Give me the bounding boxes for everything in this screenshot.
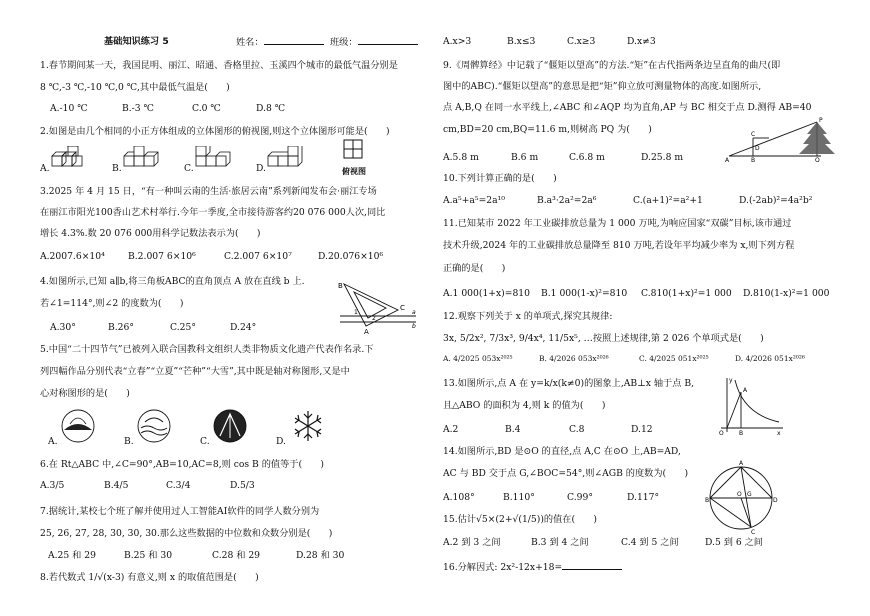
q11-option-a[interactable]: A.1 000(1+x)=810 (443, 288, 530, 299)
q4-line-1: 4.如图所示,已知 a∥b,将三角板ABC的直角顶点 A 放在直线 b 上. (40, 276, 305, 287)
q9-line-3: 点 A,B,Q 在同一水平线上,∠ABC 和∠AQP 均为直角,AP 与 BC 相交于点 D.测得 AB=40 (443, 102, 812, 113)
q3-option-b[interactable]: B.2.007 6×10⁶ (128, 251, 196, 262)
q13-option-d[interactable]: D.12 (631, 424, 653, 435)
q9-option-b[interactable]: B.6 m (511, 152, 539, 163)
q15-line-1: 15.估计√5×(2+√(1/5))的值在( ) (443, 514, 598, 525)
q12-line-2: 3x, 5/2x², 7/3x³, 9/4x⁴, 11/5x⁵, …按照上述规律,第 2 026 个单项式是( ) (443, 333, 764, 344)
q5-figure-d (290, 408, 326, 444)
q16-line-1 (443, 561, 622, 574)
q5-figure-c (212, 408, 248, 444)
q12-option-d[interactable]: D. 4/2026 051x²⁰²⁶ (735, 354, 805, 363)
q14-figure (705, 460, 779, 534)
q9-label-b: B (751, 157, 756, 162)
q4-label-1: 1 (354, 309, 358, 316)
q9-label-q: Q (815, 157, 820, 162)
q5-line-3: 心对称图形的是( ) (40, 388, 130, 399)
q13-line-1: 13.如图所示,点 A 在 y=k/x(k≠0)的图象上,AB⊥x 轴于点 B, (443, 378, 695, 389)
q4-option-d[interactable]: D.24° (230, 322, 257, 333)
q14-option-d[interactable]: D.117° (627, 492, 660, 503)
q8-option-c[interactable]: C.x≥3 (567, 36, 596, 47)
q4-label-a-line: a (412, 309, 416, 316)
q10-option-c[interactable]: C.(a+1)²=a²+1 (633, 195, 703, 206)
q9-line-1: 9.《周髀算经》中记载了“偃矩以望高”的方法.“矩”在古代指两条边呈直角的曲尺(即 (443, 60, 781, 71)
q13-label-o: O (719, 430, 724, 436)
q7-line-1: 7.据统计,某校七个班了解并使用过人工智能AI软件的同学人数分别为 (40, 506, 320, 517)
q14-line-1: 14.如图所示,BD 是⊙O 的直径,点 A,C 在⊙O 上,AB=AD, (443, 446, 681, 457)
q13-option-c[interactable]: C.8 (569, 424, 585, 435)
q10-option-a[interactable]: A.a⁵+a⁵=2a¹⁰ (443, 195, 505, 206)
q12-line-1: 12.观察下列关于 x 的单项式,探究其规律: (443, 311, 613, 322)
q11-option-d[interactable]: D.810(1-x)²=1 000 (743, 288, 830, 299)
q2-top-view-figure (342, 138, 366, 162)
q10-line-1: 10.下列计算正确的是( ) (443, 173, 557, 184)
q13-option-a[interactable]: A.2 (443, 424, 459, 435)
q4-label-b: B (338, 282, 343, 290)
q14-label-c: C (751, 529, 756, 534)
q3-option-c[interactable]: C.2.007 6×10⁷ (224, 251, 292, 262)
q4-figure (332, 278, 420, 336)
q11-line-2: 技术升级,2024 年的工业碳排放总量降至 810 万吨,若设年平均减少率为 x,则下列方程 (443, 240, 795, 251)
q15-option-c[interactable]: C.4 到 5 之间 (621, 537, 679, 548)
q12-option-c[interactable]: C. 4/2025 051x²⁰²⁵ (639, 354, 709, 363)
q9-option-d[interactable]: D.25.8 m (641, 152, 684, 163)
q2-option-c[interactable]: C. (184, 163, 194, 174)
q11-line-1: 11.已知某市 2022 年工业碳排放总量为 1 000 万吨,为响应国家“双碳”目标,该市通过 (443, 218, 792, 229)
q7-option-a[interactable]: A.25 和 29 (48, 550, 96, 561)
q9-line-2: 图中的ABC).“偃矩以望高”的意思是把“矩”仰立放可测量物体的高度.如图所示, (443, 81, 762, 92)
q4-label-a: A (364, 328, 369, 336)
q1-option-a[interactable]: A.-10 ℃ (50, 103, 88, 114)
q2-figure-a (50, 146, 100, 172)
name-label: 姓名： (236, 37, 264, 48)
q3-option-a[interactable]: A.2007.6×10⁴ (40, 251, 105, 262)
q9-figure (725, 114, 835, 162)
q14-line-2: AC 与 BD 交于点 G,∠BOC=54°,则∠AGB 的度数为( ) (443, 468, 689, 479)
q14-label-o: O (737, 491, 742, 498)
q5-figure-b (136, 408, 172, 444)
q2-figure-d (266, 146, 316, 172)
q12-option-a[interactable]: A. 4/2025 053x²⁰²⁵ (443, 354, 513, 363)
q14-option-a[interactable]: A.108° (443, 492, 475, 503)
q11-option-c[interactable]: C.810(1+x)²=1 000 (641, 288, 732, 299)
q1-option-d[interactable]: D.8 ℃ (256, 103, 286, 114)
q5-option-c[interactable]: C. (200, 436, 210, 447)
name-field[interactable] (236, 36, 324, 49)
q6-option-c[interactable]: C.3/4 (166, 480, 191, 491)
q9-option-a[interactable]: A.5.8 m (443, 152, 479, 163)
q4-line-2: 若∠1=114°,则∠2 的度数为( ) (40, 298, 184, 309)
q12-option-b[interactable]: B. 4/2026 053x²⁰²⁶ (539, 354, 609, 363)
q8-line-1: 8.若代数式 1/√(x-3) 有意义,则 x 的取值范围是( ) (40, 572, 259, 583)
q7-line-2: 25, 26, 27, 28, 30, 30, 30.那么这些数据的中位数和众数分别是( ) (40, 528, 333, 539)
q15-option-a[interactable]: A.2 到 3 之间 (443, 537, 501, 548)
q8-option-d[interactable]: D.x≠3 (627, 36, 656, 47)
q5-option-b[interactable]: B. (124, 436, 134, 447)
q8-option-b[interactable]: B.x≤3 (507, 36, 536, 47)
q6-option-a[interactable]: A.3/5 (40, 480, 65, 491)
q2-option-a[interactable]: A. (40, 163, 50, 174)
q14-label-a: A (739, 460, 744, 467)
q5-figure-a (60, 408, 96, 444)
q16-text: 16.分解因式: 2x²-12x+18= (443, 562, 563, 573)
q11-line-3: 正确的是( ) (443, 263, 506, 274)
q13-label-b: B (739, 430, 744, 436)
q6-line-1: 6.在 Rt△ABC 中,∠C=90°,AB=10,AC=8,则 cos B 的值等于( ) (40, 459, 325, 470)
q13-label-y: y (729, 377, 733, 384)
q7-option-c[interactable]: C.28 和 29 (212, 550, 261, 561)
q2-top-view-label: 俯视图 (342, 166, 366, 176)
q4-option-b[interactable]: B.26° (108, 322, 134, 333)
q9-label-a: A (725, 157, 730, 162)
q9-line-4: cm,BD=20 cm,BQ=11.6 m,则树高 PQ 为( ) (443, 124, 652, 135)
q9-label-p: P (819, 117, 823, 124)
q15-option-b[interactable]: B.3 到 4 之间 (531, 537, 589, 548)
q5-option-d[interactable]: D. (276, 436, 286, 447)
q11-option-b[interactable]: B.1 000(1-x)²=810 (541, 288, 628, 299)
q9-label-d: D (755, 145, 760, 152)
class-field[interactable] (330, 36, 418, 49)
q1-option-b[interactable]: B.-3 ℃ (122, 103, 154, 114)
q13-label-a: A (743, 387, 748, 394)
q5-line-2: 列四幅作品分别代表“立春”“立夏”“芒种”“大雪”,其中既是轴对称图形,又是中 (40, 366, 350, 377)
q14-label-g: G (747, 491, 752, 498)
q2-option-b[interactable]: B. (112, 163, 122, 174)
q15-option-d[interactable]: D.5 到 6 之间 (705, 537, 763, 548)
q14-label-b: B (705, 497, 710, 504)
q9-label-c: C (751, 131, 756, 138)
q13-figure (713, 374, 785, 436)
q2-figure-c (194, 146, 244, 172)
q7-option-b[interactable]: B.25 和 30 (124, 550, 173, 561)
q2-option-d[interactable]: D. (256, 163, 266, 174)
q4-label-b-line: b (412, 323, 416, 330)
q4-label-2: 2 (372, 315, 376, 322)
class-label: 班级： (330, 37, 358, 48)
q2-line-1: 2.如图是由几个相同的小正方体组成的立体图形的俯视图,则这个立体图形可能是( ) (40, 126, 390, 137)
q7-option-d[interactable]: D.28 和 30 (296, 550, 345, 561)
q3-option-d[interactable]: D.20.076×10⁶ (318, 251, 384, 262)
q14-label-d: D (773, 497, 778, 504)
q3-line-2: 在丽江市阳光100香山艺术村举行.今年一季度,全市接待游客约20 076 000人次,同比 (40, 207, 386, 218)
q5-line-1: 5.中国“二十四节气”已被列入联合国教科文组织人类非物质文化遗产代表作名录.下 (40, 344, 374, 355)
q16-answer-blank[interactable] (562, 561, 622, 570)
worksheet-title: 基础知识练习 5 (104, 36, 169, 47)
q10-option-d[interactable]: D.(-2ab)²=4a²b² (739, 195, 813, 206)
q5-option-a[interactable]: A. (48, 436, 58, 447)
q2-figure-b (122, 146, 172, 172)
q6-option-b[interactable]: B.4/5 (104, 480, 129, 491)
q13-line-2: 且△ABO 的面积为 4,则 k 的值为( ) (443, 400, 606, 411)
q4-option-c[interactable]: C.25° (170, 322, 196, 333)
q14-option-c[interactable]: C.99° (567, 492, 593, 503)
q1-option-c[interactable]: C.0 ℃ (192, 103, 221, 114)
q1-line-1: 1.春节期间某一天，我国昆明、丽江、昭通、香格里拉、玉溪四个城市的最低气温分别是 (40, 60, 398, 71)
q6-option-d[interactable]: D.5/3 (230, 480, 255, 491)
q3-line-3: 增长 4.3%.数 20 076 000用科学记数法表示为( ) (40, 228, 261, 239)
q4-label-c: C (400, 304, 405, 312)
q4-option-a[interactable]: A.30° (50, 322, 76, 333)
q13-option-b[interactable]: B.4 (505, 424, 521, 435)
q1-line-2: 8 ℃,-3 ℃,-10 ℃,0 ℃,其中最低气温是( ) (40, 82, 230, 93)
q8-option-a[interactable]: A.x>3 (443, 36, 472, 47)
q14-option-b[interactable]: B.110° (503, 492, 535, 503)
q10-option-b[interactable]: B.a³·2a²=2a⁶ (537, 195, 597, 206)
q13-label-x: x (777, 430, 781, 436)
q3-line-1: 3.2025 年 4 月 15 日，“有一种叫云南的生活·旅居云南”系列新闻发布会·丽江专场 (40, 186, 377, 197)
q9-option-c[interactable]: C.6.8 m (569, 152, 605, 163)
